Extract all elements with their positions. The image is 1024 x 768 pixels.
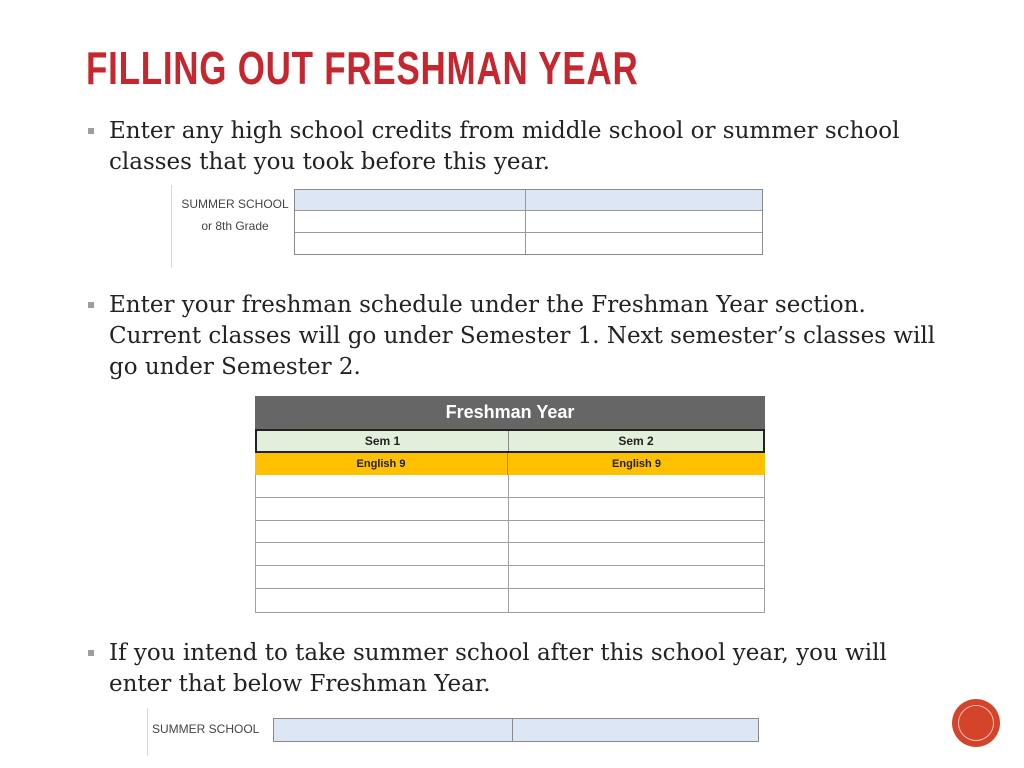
summer-prior-cell[interactable] [295, 211, 526, 232]
bullet-item [88, 116, 948, 178]
sem1-course-cell[interactable] [256, 543, 509, 566]
summer-prior-cell[interactable] [526, 190, 762, 211]
bullet-text: Enter your freshman schedule under the Freshman Year section. Current classes will go under Semester 1. Next semester’s classes will go under Semester 2. [109, 292, 936, 380]
summer-after-cell[interactable] [274, 719, 513, 741]
summer-school-after-sheet [147, 708, 763, 756]
sem2-course-cell[interactable]: English 9 [612, 458, 661, 470]
bullet-text: If you intend to take summer school after this school year, you will enter that below Freshman Year. [109, 640, 887, 697]
summer-school-after-grid [273, 718, 759, 742]
bullet-text: Enter any high school credits from middle school or summer school classes that you took before this year. [109, 118, 900, 175]
summer-school-after-label: SUMMER SCHOOL [152, 722, 260, 736]
english-row [255, 453, 765, 475]
summer-school-label-line1: SUMMER SCHOOL [181, 197, 289, 211]
bullet-square-icon [88, 302, 94, 308]
sem1-course-cell[interactable] [256, 521, 509, 544]
circle-decoration-icon [952, 699, 1000, 747]
sem1-course-cell[interactable] [256, 498, 509, 521]
freshman-year-empty-rows [255, 475, 765, 613]
slide-title: FILLING OUT FRESHMAN YEAR [86, 42, 639, 94]
summer-prior-cell[interactable] [295, 233, 526, 254]
sem1-course-cell[interactable]: English 9 [255, 453, 508, 475]
sem1-course-cell[interactable] [256, 589, 509, 612]
bullet-square-icon [88, 650, 94, 656]
summer-school-prior-grid [294, 189, 763, 255]
sem2-header: Sem 2 [618, 434, 654, 448]
summer-after-cell[interactable] [513, 719, 758, 741]
sem2-course-cell[interactable] [509, 543, 764, 566]
sem2-course-cell[interactable] [509, 475, 764, 498]
bullet-item [88, 638, 948, 700]
summer-school-prior-sheet [171, 185, 767, 268]
sem2-course-cell[interactable] [509, 566, 764, 589]
bullet-square-icon [88, 128, 94, 134]
sem1-course-cell[interactable] [256, 566, 509, 589]
semester-header-row [255, 429, 765, 453]
sem1-course-cell[interactable] [256, 475, 509, 498]
sem2-course-cell[interactable] [509, 498, 764, 521]
circle-inner-ring [958, 705, 994, 741]
summer-prior-cell[interactable] [526, 211, 762, 232]
sem1-header: Sem 1 [257, 431, 509, 451]
freshman-year-table [255, 396, 765, 614]
freshman-year-header: Freshman Year [255, 396, 765, 429]
sem2-course-cell[interactable] [509, 521, 764, 544]
summer-prior-cell[interactable] [526, 233, 762, 254]
summer-school-label-line2: or 8th Grade [201, 219, 269, 233]
bullet-item [88, 290, 948, 383]
summer-school-prior-label [176, 193, 294, 237]
sem2-course-cell[interactable] [509, 589, 764, 612]
summer-prior-cell[interactable] [295, 190, 526, 211]
